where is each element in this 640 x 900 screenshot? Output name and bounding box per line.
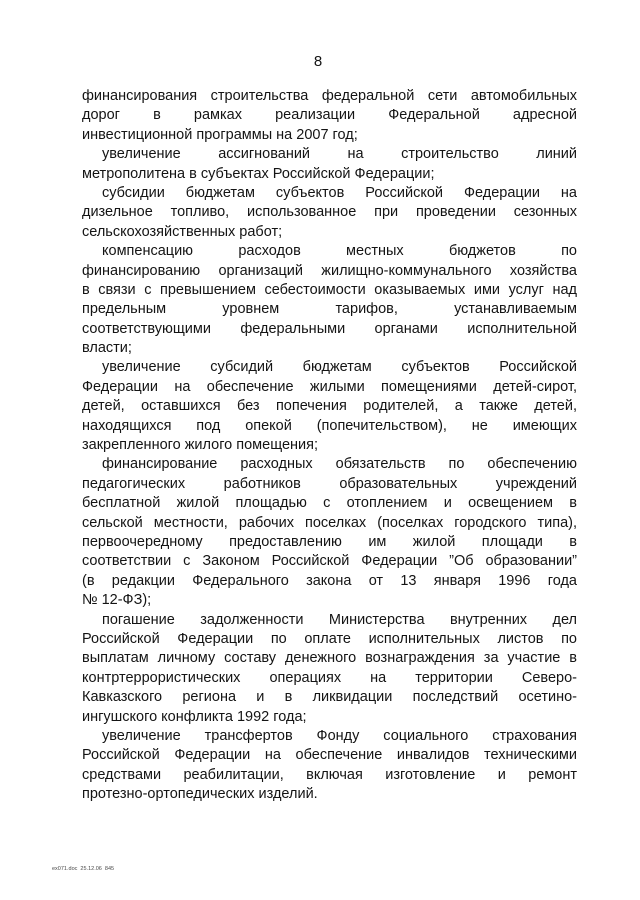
text-line: инвестиционной программы на 2007 год; bbox=[82, 126, 358, 143]
text-line: метрополитена в субъектах Российской Федерации; bbox=[82, 165, 435, 182]
text-line: соответствии с Законом Российской Федерации ”Об образовании” bbox=[82, 553, 577, 570]
paragraph bbox=[82, 145, 577, 184]
paragraph bbox=[82, 242, 577, 358]
paragraph bbox=[82, 87, 577, 145]
text-line: погашение задолженности Министерства внутренних дел bbox=[102, 611, 577, 628]
text-line: первоочередному предоставлению им жилой площади в bbox=[82, 533, 577, 550]
text-line: финансирование расходных обязательств по обеспечению bbox=[102, 456, 577, 473]
text-line: увеличение трансфертов Фонду социального страхования bbox=[102, 727, 577, 744]
text-line: Российской Федерации на обеспечение инвалидов техническими bbox=[82, 747, 577, 764]
text-line: № 12-ФЗ); bbox=[82, 592, 152, 609]
text-line: финансированию организаций жилищно-коммунального хозяйства bbox=[82, 262, 577, 279]
text-line: субсидии бюджетам субъектов Российской Федерации на bbox=[102, 184, 577, 201]
page-number: 8 bbox=[313, 53, 323, 70]
paragraph bbox=[82, 455, 577, 610]
footer-file-code: ex071.doc 25.12.06 845 bbox=[52, 866, 115, 872]
text-line: соответствующими федеральными органами исполнительной bbox=[82, 320, 577, 337]
text-line: (в редакции Федерального закона от 13 января 1996 года bbox=[82, 572, 577, 589]
paragraph bbox=[82, 358, 577, 455]
text-line: дизельное топливо, использованное при проведении сезонных bbox=[82, 204, 577, 221]
text-line: детей, оставшихся без попечения родителей, а также детей, bbox=[82, 398, 577, 415]
paragraph bbox=[82, 184, 577, 242]
text-line: финансирования строительства федеральной сети автомобильных bbox=[82, 88, 577, 104]
text-line: закрепленного жилого помещения; bbox=[82, 437, 319, 454]
text-line: ингушского конфликта 1992 года; bbox=[82, 708, 307, 725]
text-line: средствами реабилитации, включая изготовление и ремонт bbox=[82, 766, 577, 783]
text-line: увеличение ассигнований на строительство линий bbox=[102, 146, 577, 163]
text-line: Федерации на обеспечение жилыми помещениями детей-сирот, bbox=[82, 378, 577, 395]
text-line: власти; bbox=[82, 340, 132, 357]
text-line: предельным уровнем тарифов, устанавливаемым bbox=[82, 301, 577, 318]
text-line: выплатам личному составу денежного вознаграждения за участие в bbox=[82, 650, 577, 667]
paragraph bbox=[82, 611, 577, 727]
text-line: компенсацию расходов местных бюджетов по bbox=[102, 243, 577, 260]
text-line: находящихся под опекой (попечительством), не имеющих bbox=[82, 417, 577, 434]
text-line: увеличение субсидий бюджетам субъектов Российской bbox=[102, 359, 577, 376]
text-line: Кавказского региона и в ликвидации последствий осетино- bbox=[82, 689, 577, 706]
text-line: в связи с превышением себестоимости оказываемых ими услуг над bbox=[82, 281, 577, 298]
text-line: дорог в рамках реализации Федеральной адресной bbox=[82, 107, 577, 124]
text-line: сельскохозяйственных работ; bbox=[82, 223, 283, 240]
text-line: Российской Федерации по оплате исполнительных листов по bbox=[82, 630, 577, 647]
document-body bbox=[82, 87, 577, 804]
text-line: протезно-ортопедических изделий. bbox=[82, 786, 318, 803]
text-line: педагогических работников образовательных учреждений bbox=[82, 475, 577, 492]
text-line: контртеррористических операциях на территории Северо- bbox=[82, 669, 577, 686]
text-line: сельской местности, рабочих поселках (поселках городского типа), bbox=[82, 514, 577, 531]
text-line: бесплатной жилой площадью с отоплением и освещением в bbox=[82, 495, 577, 512]
paragraph bbox=[82, 727, 577, 805]
